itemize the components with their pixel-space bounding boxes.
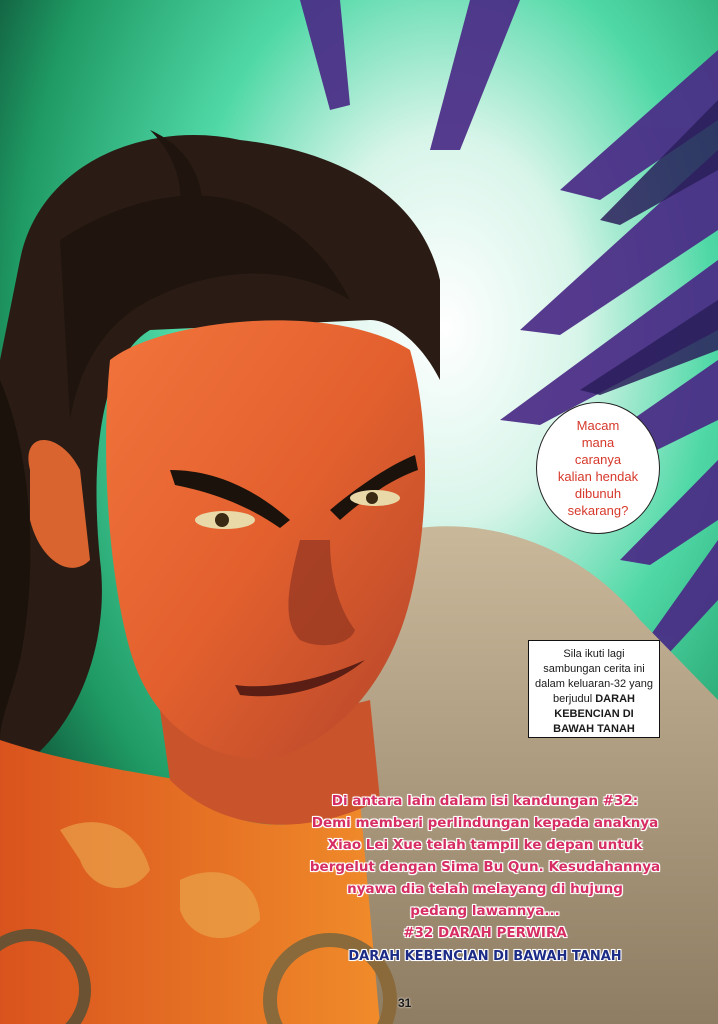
synopsis-block (270, 790, 700, 968)
synopsis-heading: Di antara lain dalam isi kandungan #32: (331, 793, 639, 809)
info-line: dalam keluaran-32 yang (534, 678, 654, 690)
info-line (534, 692, 654, 707)
synopsis-line: Demi memberi perlindungan kepada anaknya (311, 815, 659, 831)
issue-title: #32 DARAH PERWIRA (403, 925, 567, 941)
synopsis-line: Xiao Lei Xue telah tampil ke depan untuk (327, 837, 643, 853)
info-title-line: KEBENCIAN DI (554, 708, 634, 720)
speech-bubble (536, 402, 660, 534)
speech-bubble-text: Macam mana caranya kalian hendak dibunuh sekarang? (557, 418, 639, 518)
info-line: Sila ikuti lagi (563, 648, 625, 660)
page-number: 31 (398, 996, 412, 1010)
next-issue-title: DARAH KEBENCIAN DI BAWAH TANAH (348, 949, 622, 964)
info-prefix: berjudul (553, 693, 593, 705)
info-title-line: BAWAH TANAH (553, 723, 635, 735)
info-line: sambungan cerita ini (543, 663, 645, 675)
synopsis-line: bergelut dengan Sima Bu Qun. Kesudahannya (309, 859, 661, 875)
synopsis-line: pedang lawannya... (410, 903, 560, 919)
next-issue-info-box (528, 640, 660, 738)
info-title: DARAH (595, 693, 635, 705)
synopsis-line: nyawa dia telah melayang di hujung (347, 881, 623, 897)
